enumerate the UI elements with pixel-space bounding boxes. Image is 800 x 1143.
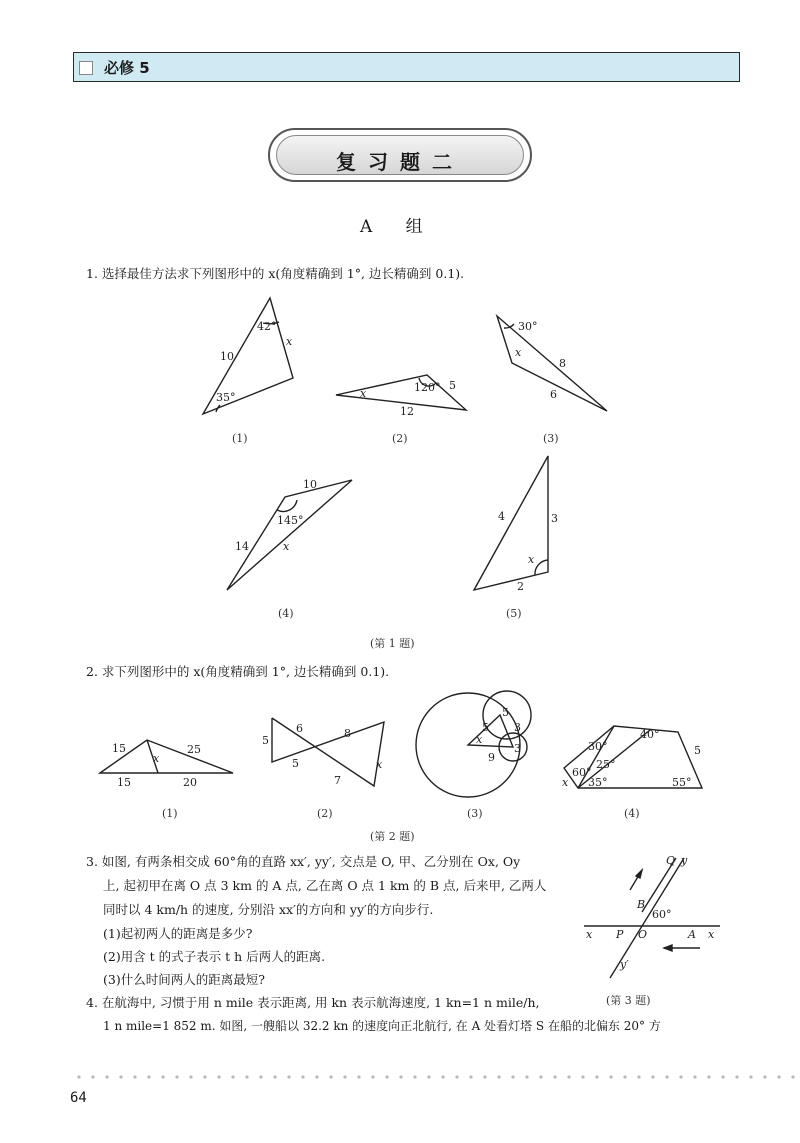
q3-fig-label: x: [586, 928, 593, 941]
q2-fig4-label: 30°: [588, 740, 608, 753]
q2-figure-4: [558, 718, 708, 798]
question-3-line-6: (3)什么时间两人的距离最短?: [103, 972, 265, 987]
q3-fig-label: O: [638, 928, 648, 941]
q2-fig3-label: 9: [488, 751, 495, 764]
q2-fig2-label: x: [376, 758, 383, 771]
q2-caption-3: (3): [467, 807, 483, 820]
q1-caption-2: (2): [392, 432, 408, 445]
footer-dotted-rule: [72, 1075, 800, 1079]
q2-fig2-label: 5: [262, 734, 269, 747]
q1-caption-4: (4): [278, 607, 294, 620]
q1-fig5-label: 4: [498, 510, 505, 523]
q3-fig-label: A: [688, 928, 696, 941]
q1-fig2-label: 5: [449, 379, 456, 392]
q2-fig4-label: x: [562, 776, 569, 789]
q1-fig3-label: 30°: [518, 320, 538, 333]
q1-caption-5: (5): [506, 607, 522, 620]
section-title-badge: [268, 128, 532, 182]
section-title-inner: [276, 135, 524, 175]
question-4-line-2: 1 n mile=1 852 m. 如图, 一艘船以 32.2 kn 的速度向正北航行, 在 A 处看灯塔 S 在船的北偏东 20° 方: [103, 1019, 661, 1033]
q1-fig4-label: 14: [235, 540, 249, 553]
q2-fig4-label: 40°: [640, 728, 660, 741]
question-2-text: 2. 求下列图形中的 x(角度精确到 1°, 边长精确到 0.1).: [86, 664, 390, 679]
q3-fig-label: y: [681, 854, 688, 867]
q1-caption-1: (1): [232, 432, 248, 445]
q2-caption-4: (4): [624, 807, 640, 820]
q2-fig1-label: x: [153, 752, 160, 765]
q3-arrow-head: [636, 870, 642, 878]
q2-fig2-label: 6: [296, 722, 303, 735]
q1-fig4-label: 145°: [277, 514, 304, 527]
q3-fig-label: y′: [620, 958, 629, 971]
q3-figure: [580, 850, 730, 985]
q2-figure-3: [410, 685, 540, 805]
q2-fig4-label: 25°: [596, 758, 616, 771]
q3-arrow-head: [664, 945, 672, 951]
q2-fig3-label: 3: [514, 721, 521, 734]
q2-fig3-triangle: [468, 715, 513, 747]
q1-fig2-label: 120°: [414, 381, 441, 394]
q2-fig4-label: 55°: [672, 776, 692, 789]
q1-fig1-label: 10: [220, 350, 234, 363]
q1-fig5-label: x: [528, 553, 535, 566]
section-title: 复习题二: [336, 150, 464, 174]
q2-fig1-label: 15: [112, 742, 126, 755]
question-3-line-1: 3. 如图, 有两条相交成 60°角的直路 xx′, yy′, 交点是 O, 甲、乙分别在 Ox, Oy: [86, 854, 521, 869]
q2-figure-2: [258, 712, 393, 792]
q3-fig-label: 60°: [652, 908, 672, 921]
q2-fig4-label: 60°: [572, 766, 592, 779]
q2-fig2-polyline: [272, 718, 384, 786]
q1-fig5-label: 2: [517, 580, 524, 593]
question-3-line-4: (1)起初两人的距离是多少?: [103, 926, 253, 941]
q2-fig4-label: 35°: [588, 776, 608, 789]
q1-fig2-label: x: [360, 387, 367, 400]
q1-figure-4: [215, 472, 360, 597]
q1-fig3-label: 8: [559, 357, 566, 370]
q3-fig-label: x: [708, 928, 715, 941]
header-square-icon: [79, 61, 93, 75]
q3-fig-label: P: [616, 928, 624, 941]
q1-figure-2: [330, 365, 475, 425]
q1-fig3-label: 6: [550, 388, 557, 401]
q1-fig5-label: 3: [551, 512, 558, 525]
question-3-line-5: (2)用含 t 的式子表示 t h 后两人的距离.: [103, 949, 326, 964]
q2-caption-1: (1): [162, 807, 178, 820]
q2-figure-1: [95, 730, 240, 795]
group-title: A 组: [360, 217, 437, 237]
q2-caption-2: (2): [317, 807, 333, 820]
q1-fig4-triangle: [227, 480, 352, 590]
q2-fig1-label: 20: [183, 776, 197, 789]
question-3-line-2: 上, 起初甲在离 O 点 3 km 的 A 点, 乙在离 O 点 1 km 的 B 点, 后来甲, 乙两人: [103, 878, 547, 893]
q2-fig2-label: 5: [292, 757, 299, 770]
q2-fig3-label: 5: [482, 721, 489, 734]
q2-fig3-label: x: [476, 733, 483, 746]
q2-fig2-label: 8: [344, 727, 351, 740]
question-1-text: 1. 选择最佳方法求下列图形中的 x(角度精确到 1°, 边长精确到 0.1).: [86, 266, 465, 281]
q1-figure-1: [185, 290, 315, 430]
chapter-label: 必修 5: [104, 59, 150, 77]
question-3-line-3: 同时以 4 km/h 的速度, 分别沿 xx′的方向和 yy′的方向步行.: [103, 902, 434, 917]
q1-fig4-label: x: [283, 540, 290, 553]
q2-fig1-label: 25: [187, 743, 201, 756]
q1-fig1-label: 42°: [257, 320, 277, 333]
question-4-line-1: 4. 在航海中, 习惯于用 n mile 表示距离, 用 kn 表示航海速度, 1 kn=1 n mile/h,: [86, 995, 540, 1010]
q2-fig3-label: 5: [502, 706, 509, 719]
q1-fig3-label: x: [515, 346, 522, 359]
q3-fig-label: Q: [666, 854, 676, 867]
q1-figure-caption: (第 1 题): [370, 637, 415, 650]
q1-fig5-triangle: [474, 456, 548, 590]
q2-fig4-label: 5: [694, 744, 701, 757]
page-number: 64: [70, 1090, 87, 1106]
q2-fig3-label: 3: [514, 742, 521, 755]
q3-figure-caption: (第 3 题): [606, 994, 651, 1007]
q2-fig2-label: 7: [334, 774, 341, 787]
q2-fig1-label: 15: [117, 776, 131, 789]
q2-figure-caption: (第 2 题): [370, 830, 415, 843]
q1-fig1-label: x: [286, 335, 293, 348]
q1-figure-5: [465, 450, 565, 595]
q1-caption-3: (3): [543, 432, 559, 445]
chapter-header-bar: [73, 52, 740, 82]
q3-fig-label: B: [637, 898, 646, 911]
q1-fig1-label: 35°: [216, 391, 236, 404]
q1-fig2-label: 12: [400, 405, 414, 418]
q1-figure-3: [492, 310, 617, 420]
q1-fig4-label: 10: [303, 478, 317, 491]
